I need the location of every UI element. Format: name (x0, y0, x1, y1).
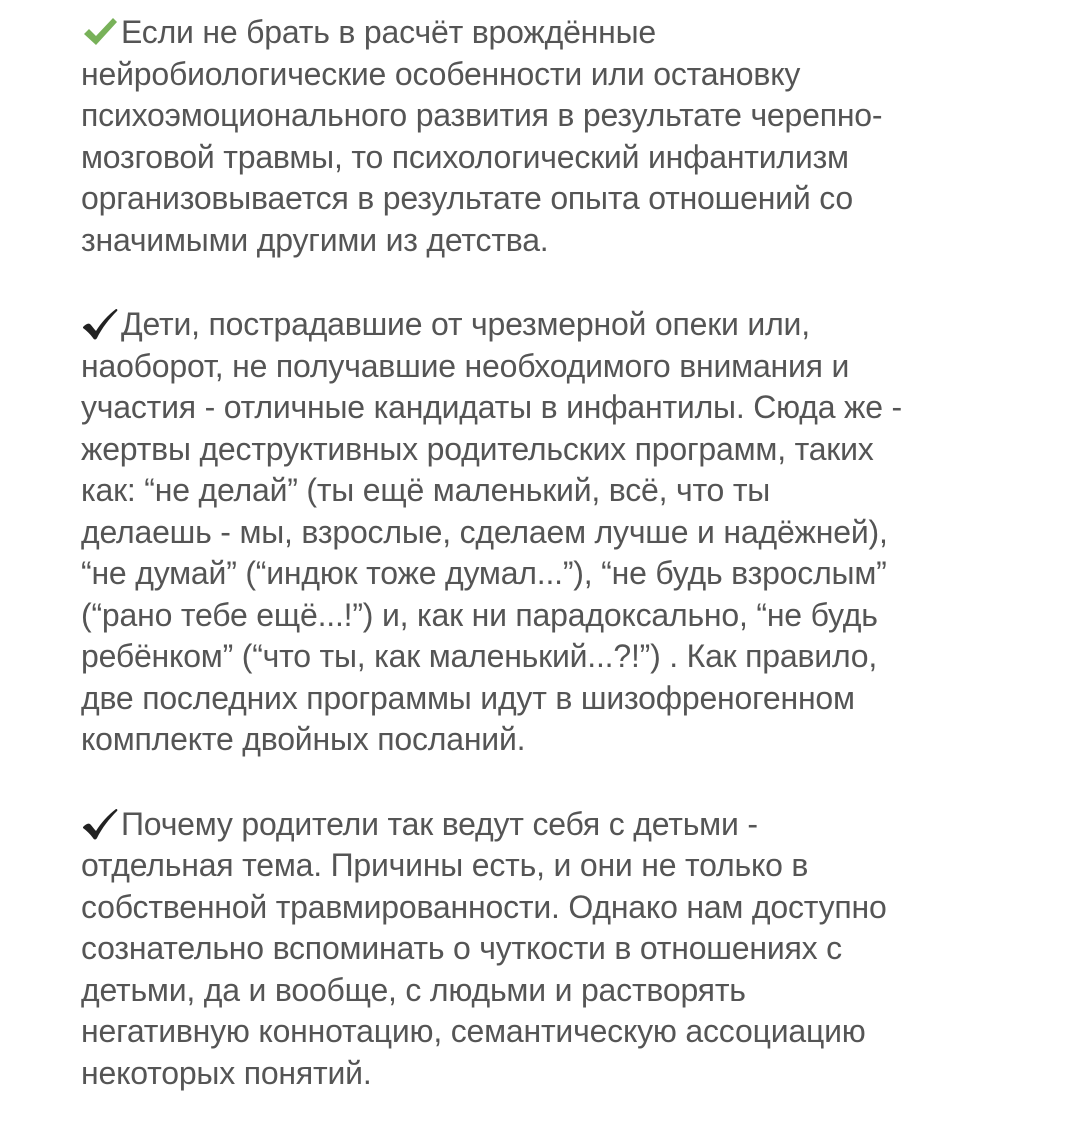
text-line: делаешь - мы, взрослые, сделаем лучше и надёжней), (81, 513, 888, 550)
paragraph-3 (81, 804, 1071, 1095)
text-line: негативную коннотацию, семантическую ассоциацию (81, 1013, 866, 1049)
green-check-icon (81, 15, 119, 49)
black-check-icon (81, 307, 119, 341)
text-line: мозговой травмы, то психологический инфантилизм (81, 138, 849, 175)
black-check-icon (81, 807, 119, 841)
text-line: комплекте двойных посланий. (81, 721, 526, 757)
text-line: детьми, да и вообще, с людьми и растворять (81, 971, 746, 1008)
text-line: психоэмоционального развития в результате черепно- (81, 97, 883, 133)
text-line: некоторых понятий. (81, 1054, 372, 1091)
text-line: нейробиологические особенности или остановку (81, 55, 801, 92)
text-line: Если не брать в расчёт врождённые (81, 12, 1071, 54)
text-line: сознательно вспоминать о чуткости в отношениях с (81, 930, 842, 966)
text-line: две последних программы идут в шизофреногенном (81, 679, 855, 716)
text-line: участия - отличные кандидаты в инфантилы. Сюда же - (81, 389, 902, 425)
text-line: (“рано тебе ещё...!”) и, как ни парадоксально, “не будь (81, 596, 878, 633)
text-line: как: “не делай” (ты ещё маленький, всё, что ты (81, 472, 771, 508)
text-line: организовывается в результате опыта отношений со (81, 180, 853, 216)
paragraph-2 (81, 304, 1071, 761)
paragraph-1 (81, 12, 1071, 261)
text-line: ребёнком” (“что ты, как маленький...?!”) . Как правило, (81, 638, 878, 674)
document-text (81, 12, 1071, 1094)
text-line: наоборот, не получавшие необходимого внимания и (81, 347, 850, 384)
text-line: собственной травмированности. Однако нам доступно (81, 888, 887, 925)
text-line: отдельная тема. Причины есть, и они не только в (81, 847, 809, 883)
text-line: жертвы деструктивных родительских программ, таких (81, 430, 874, 467)
text-line: значимыми другими из детства. (81, 221, 549, 258)
text-line: Почему родители так ведут себя с детьми - (81, 804, 1071, 846)
text-line: “не думай” (“индюк тоже думал...”), “не будь взрослым” (81, 555, 887, 591)
text-line: Дети, пострадавшие от чрезмерной опеки или, (81, 304, 1071, 346)
